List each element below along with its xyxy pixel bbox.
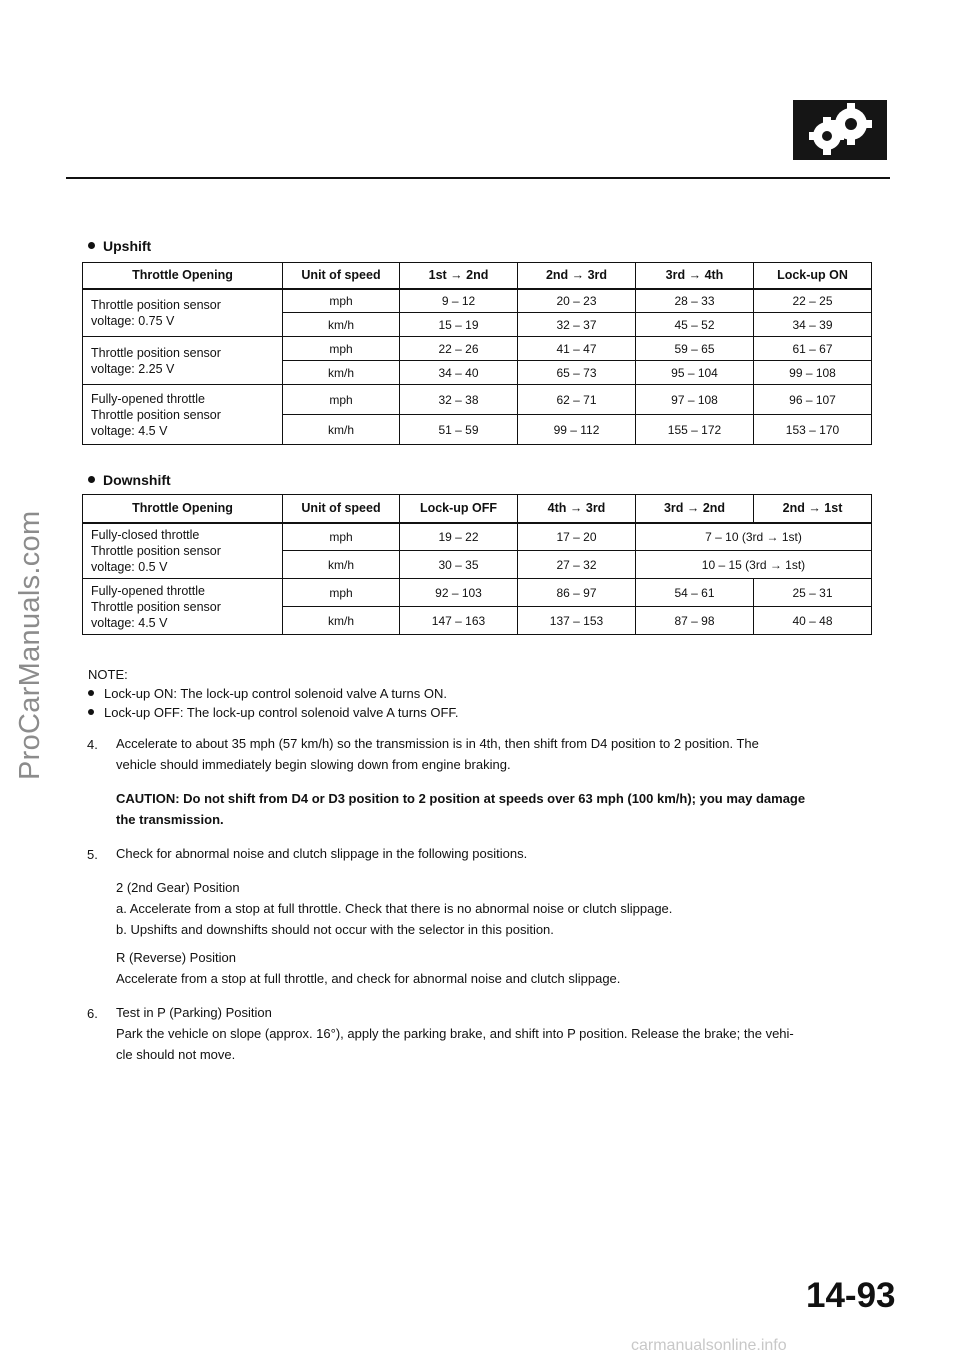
table-header: Lock-up OFF: [400, 495, 518, 523]
table-cell: 27 – 32: [518, 551, 636, 579]
table-cell: 17 – 20: [518, 523, 636, 551]
table-cell: 34 – 40: [400, 361, 518, 385]
parking-section: Test in P (Parking) Position Park the vehicle on slope (approx. 16°), apply the parking brake, and shift into P position. Release the brake; the vehi- cle should not move.: [116, 1005, 794, 1062]
table-cell: mph: [283, 523, 400, 551]
downshift-heading: Downshift: [88, 472, 171, 488]
table-cell: 22 – 26: [400, 337, 518, 361]
bullet-icon: [88, 476, 95, 483]
table-cell: 28 – 33: [636, 289, 754, 313]
step4-text: Accelerate to about 35 mph (57 km/h) so the transmission is in 4th, then shift from D4 position to 2 position. The vehicle should immediately begin slowing down from engine braking.: [116, 736, 759, 772]
table-cell: mph: [283, 579, 400, 607]
note-title: NOTE:: [88, 667, 128, 682]
step-number: 5.: [87, 847, 98, 862]
table-cell: mph: [283, 385, 400, 415]
table-cell: 99 – 108: [754, 361, 872, 385]
table-header: Unit of speed: [283, 495, 400, 523]
table-cell: km/h: [283, 551, 400, 579]
note-item: Lock-up OFF: The lock-up control solenoid valve A turns OFF.: [88, 705, 459, 720]
table-header: 4th → 3rd: [518, 495, 636, 523]
table-header: 2nd → 3rd: [518, 263, 636, 289]
table-cell: 153 – 170: [754, 415, 872, 445]
throttle-opening-cell: Fully-opened throttle Throttle position sensor voltage: 4.5 V: [83, 385, 283, 445]
table-header: 1st → 2nd: [400, 263, 518, 289]
table-cell: 137 – 153: [518, 607, 636, 635]
table-cell: 34 – 39: [754, 313, 872, 337]
table-cell: 7 – 10 (3rd → 1st): [636, 523, 872, 551]
header-rule: [66, 177, 890, 179]
table-cell: mph: [283, 289, 400, 313]
table-header: 2nd → 1st: [754, 495, 872, 523]
gear-2-section: 2 (2nd Gear) Position a. Accelerate from a stop at full throttle. Check that there is no abnormal noise or clutch slippage. b. Upshifts and downshifts should not occur with the selector in this position.: [116, 880, 673, 937]
table-cell: 51 – 59: [400, 415, 518, 445]
table-cell: km/h: [283, 415, 400, 445]
table-cell: 45 – 52: [636, 313, 754, 337]
table-header: Throttle Opening: [83, 495, 283, 523]
side-watermark: ProCarManuals.com: [14, 510, 46, 780]
table-cell: 54 – 61: [636, 579, 754, 607]
caution-text: CAUTION: Do not shift from D4 or D3 position to 2 position at speeds over 63 mph (100 km/h); you may damage the transmission.: [116, 791, 806, 827]
throttle-opening-cell: Fully-opened throttle Throttle position sensor voltage: 4.5 V: [83, 579, 283, 635]
table-cell: 86 – 97: [518, 579, 636, 607]
table-cell: 9 – 12: [400, 289, 518, 313]
table-cell: km/h: [283, 607, 400, 635]
step-number: 6.: [87, 1006, 98, 1021]
table-cell: 147 – 163: [400, 607, 518, 635]
step5-text: Check for abnormal noise and clutch slippage in the following positions.: [116, 846, 528, 861]
table-cell: 97 – 108: [636, 385, 754, 415]
bullet-icon: [88, 709, 94, 715]
table-cell: 155 – 172: [636, 415, 754, 445]
table-cell: 40 – 48: [754, 607, 872, 635]
upshift-table: [82, 262, 872, 445]
table-cell: 61 – 67: [754, 337, 872, 361]
table-cell: 87 – 98: [636, 607, 754, 635]
table-cell: 62 – 71: [518, 385, 636, 415]
bullet-icon: [88, 690, 94, 696]
table-cell: 25 – 31: [754, 579, 872, 607]
table-cell: km/h: [283, 361, 400, 385]
downshift-table: [82, 494, 872, 635]
throttle-opening-cell: Throttle position sensor voltage: 2.25 V: [83, 337, 283, 385]
table-header: Lock-up ON: [754, 263, 872, 289]
table-cell: 96 – 107: [754, 385, 872, 415]
page-number: 14-93: [806, 1276, 896, 1315]
bullet-icon: [88, 242, 95, 249]
reverse-section: R (Reverse) Position Accelerate from a stop at full throttle, and check for abnormal noise and clutch slippage.: [116, 950, 621, 986]
table-cell: 32 – 37: [518, 313, 636, 337]
table-cell: 19 – 22: [400, 523, 518, 551]
footer-watermark: carmanualsonline.info: [631, 1337, 787, 1354]
table-cell: km/h: [283, 313, 400, 337]
table-cell: 65 – 73: [518, 361, 636, 385]
throttle-opening-cell: Throttle position sensor voltage: 0.75 V: [83, 289, 283, 337]
table-cell: 32 – 38: [400, 385, 518, 415]
table-cell: 10 – 15 (3rd → 1st): [636, 551, 872, 579]
table-cell: 22 – 25: [754, 289, 872, 313]
note-item: Lock-up ON: The lock-up control solenoid valve A turns ON.: [88, 686, 447, 701]
table-header: Unit of speed: [283, 263, 400, 289]
table-cell: 92 – 103: [400, 579, 518, 607]
transmission-gear-icon: [793, 100, 887, 160]
table-cell: 41 – 47: [518, 337, 636, 361]
table-header: 3rd → 4th: [636, 263, 754, 289]
table-cell: 30 – 35: [400, 551, 518, 579]
table-cell: mph: [283, 337, 400, 361]
table-cell: 20 – 23: [518, 289, 636, 313]
table-cell: 59 – 65: [636, 337, 754, 361]
upshift-heading: Upshift: [88, 238, 151, 254]
step-number: 4.: [87, 737, 98, 752]
table-cell: 15 – 19: [400, 313, 518, 337]
table-cell: 95 – 104: [636, 361, 754, 385]
throttle-opening-cell: Fully-closed throttle Throttle position sensor voltage: 0.5 V: [83, 523, 283, 579]
table-cell: 99 – 112: [518, 415, 636, 445]
table-header: Throttle Opening: [83, 263, 283, 289]
table-header: 3rd → 2nd: [636, 495, 754, 523]
